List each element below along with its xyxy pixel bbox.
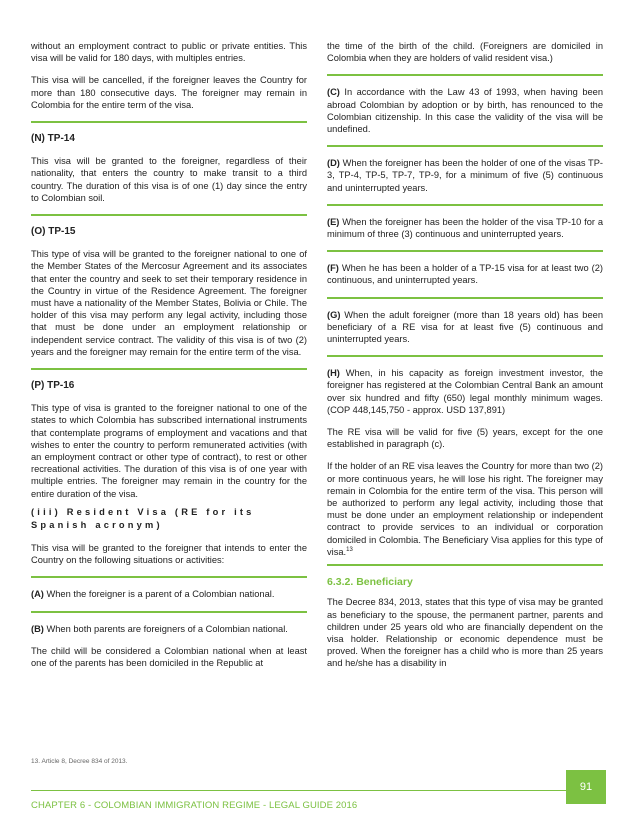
heading-label: (O) [31,226,46,238]
item-b [31,623,307,635]
item-c [327,86,603,135]
section-heading-tp15 [31,226,307,238]
item-h [327,367,603,416]
paragraph: The Decree 834, 2013, states that this type of visa may be granted as beneficiary to the spouse, the permanent partner, parents and children under 25 years old who are financially dependent on the visa holder. Relationship or economic dependence must be proved. When the foreigner has a child who is more than 25 years and he/she has a disability in [327,597,603,669]
paragraph: without an employment contract to public or private entities. This visa will be valid for 180 days, with multiples entries. [31,41,307,64]
item-text: When the foreigner has been the holder of the visa TP-10 for a minimum of three (3) continuous and uninterrupted years. [327,216,603,240]
item-label: (H) [327,368,340,379]
section-divider [327,204,603,206]
heading-title: TP-16 [44,380,75,392]
section-divider [327,297,603,299]
footnote: 13. Article 8, Decree 834 of 2013. [31,758,128,765]
paragraph: This type of visa is granted to the foreigner national to one of the states to which Colombia has subscribed international instruments that contemplate programs of employment and vacations and that wishes to enter the country to perform remunerated activities (with an employment contract or other type of contract), to rest or other recreational activities. The duration of this visa is of one year with multiple entries. The foreigner may remain in the country for the entire duration of the visa. [31,403,307,499]
section-divider [327,145,603,147]
item-label: (E) [327,216,340,227]
item-text: When the adult foreigner (more than 18 years old) has been beneficiary of a RE visa for at least five (5) continuous and uninterrupted years. [327,309,603,345]
item-label: (D) [327,158,340,169]
paragraph: the time of the birth of the child. (Foreigners are domiciled in Colombia when they are holders of valid resident visa.) [327,41,603,64]
paragraph: This visa will be cancelled, if the foreigner leaves the Country for more than 180 consecutive days. The foreigner may remain in Colombia for the entire term of the visa. [31,75,307,110]
item-label: (A) [31,589,44,600]
right-column [327,40,603,680]
item-g [327,309,603,346]
heading-title: TP-14 [44,133,75,145]
item-text: When he has been a holder of a TP-15 visa for at least two (2) continuous, and uninterrupted years. [327,263,603,286]
page-number: 91 [566,770,606,804]
paragraph: This visa will be granted to the foreigner, regardless of their nationality, that enters the country to make transit to a third country. The duration of this visa is of one (1) day since the entry to Colombian soil. [31,156,307,203]
item-text: When the foreigner is a parent of a Colombian national. [43,589,275,600]
paragraph [327,460,603,558]
section-divider [327,250,603,252]
heading-label: (P) [31,380,45,392]
item-label: (B) [31,623,44,634]
footnote-ref: 13 [346,546,353,553]
section-heading-tp14 [31,133,307,145]
footer-divider [31,790,566,791]
item-text: When the foreigner has been the holder of one of the visas TP-3, TP-4, TP-5, TP-7, TP-9, for a minimum of five (5) continuous and uninterrupted years. [327,158,603,193]
section-divider [31,121,307,123]
item-f [327,262,603,286]
item-label: (G) [327,309,341,320]
item-text: When both parents are foreigners of a Colombian national. [43,623,288,634]
item-label: (C) [327,87,340,98]
paragraph: The child will be considered a Colombian national when at least one of the parents has been domiciled in the Republic at [31,645,307,668]
item-e [327,216,603,240]
item-text: In accordance with the Law 43 of 1993, when having been abroad Colombian by adoption or by birth, has renounced to the Colombian citizenship. In this case the validity of the visa will be undefined. [327,87,603,135]
footer-chapter-title: CHAPTER 6 - COLOMBIAN IMMIGRATION REGIME - LEGAL GUIDE 2016 [31,800,358,811]
paragraph: This visa will be granted to the foreigner that intends to enter the Country on the following situations or activities: [31,542,307,566]
section-divider [31,214,307,216]
left-column [31,40,307,679]
beneficiary-heading: 6.3.2. Beneficiary [327,576,413,589]
item-text: When, in his capacity as foreign investment investor, the foreigner has registered at the Colombian Central Bank an amount over six hundred and fifty (650) legal monthly minimum wages. (COP 448,145,750 - approx. USD 137,891) [327,368,603,415]
section-divider [31,368,307,370]
section-divider [31,611,307,613]
resident-visa-heading: (iii) Resident Visa (RE for its Spanish acronym) [31,506,255,530]
section-divider [327,355,603,357]
section-divider [327,74,603,76]
paragraph: The RE visa will be valid for five (5) years, except for the one established in paragraph (c). [327,427,603,450]
section-heading-tp16 [31,380,307,392]
item-d [327,157,603,194]
paragraph-text: If the holder of an RE visa leaves the Country for more than two (2) or more continuous years, he will lose his right. The foreigner may remain in Colombia for the entire term of the visa. This person will be authorized to perform any legal activity, including those that must be done under an employment relationship or independent contract to provide services to an individual or corporation domiciled in Colombia. The Beneficiary Visa applies for this type of visa. [327,461,603,557]
item-a [31,588,307,600]
heading-label: (N) [31,133,45,145]
section-divider [31,576,307,578]
paragraph: This type of visa will be granted to the foreigner national to one of the Member States of the Mercosur Agreement and its associates that enter the country and seek to set their temporary residence in the Country in virtue of the Residence Agreement. The foreigner must have a nationality of the Member States, Bolivia or Chile. The holder of this visa may perform any legal activity, including those that must be done under an employment relationship or independent service contract. The validity of this visa is of two (2) years and the foreigner may remain for the entire term of the visa. [31,249,307,357]
heading-title: TP-15 [45,226,76,238]
item-label: (F) [327,263,339,274]
section-divider [327,564,603,566]
